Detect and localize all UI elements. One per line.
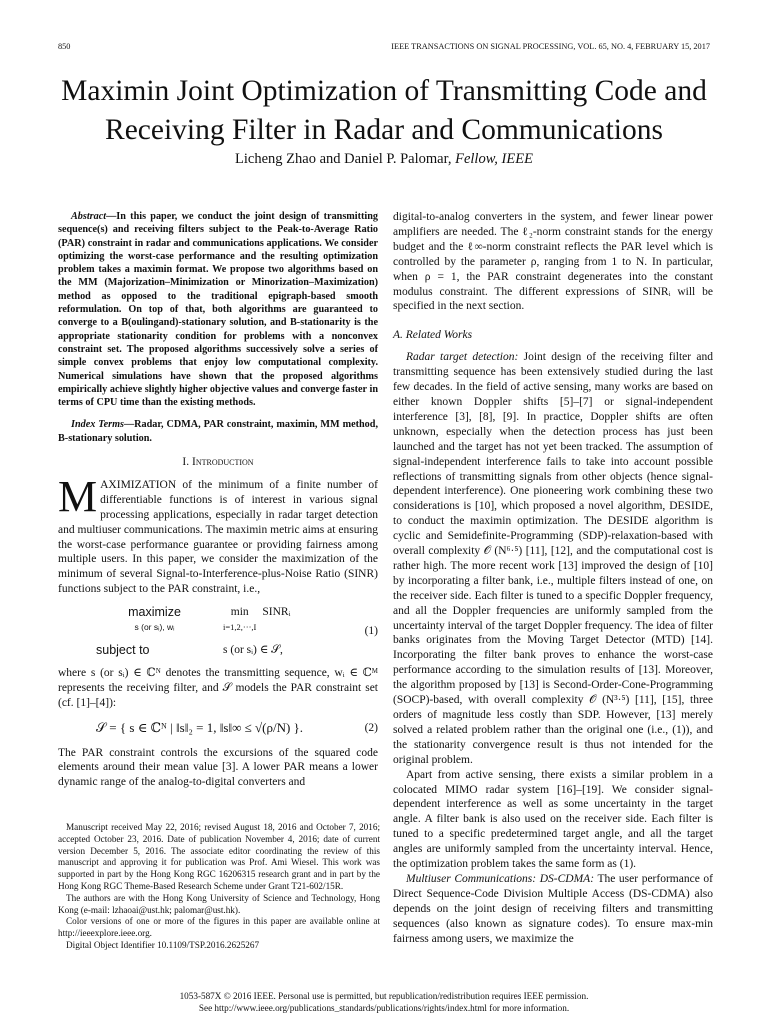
equation-1: [58, 605, 378, 658]
multiuser-paragraph: [393, 872, 713, 947]
multiuser-label: Multiuser Communications: DS-CDMA:: [406, 872, 595, 885]
footnote-authors: The authors are with the Hong Kong University of Science and Technology, Hong Kong (e-mail: lzhaoai@ust.hk; palomar@ust.hk).: [58, 892, 380, 915]
section-heading-intro: I. Introduction: [182, 456, 254, 469]
footnote-doi: Digital Object Identifier 10.1109/TSP.2016.2625267: [66, 939, 260, 950]
index-terms: [58, 418, 378, 445]
radar-text: Joint design of the receiving filter and transmitting sequence has been extensively studied during the last few decades. In the field of active sensing, many works are based on either known Doppler shifts [5]–[7] or signal-independent interference [3], [8], [9]. In practice, Doppler shifts are often unknown, especially when the detection process has just been launched and the target has not yet been tracked. The assumption of signal-independent interference fails to take into account possible reflections of transmitting signals from other objects (hence signal-dependent interference). One pioneering work combining these two considerations is [10], which proposed a novel algorithm, DESIDE, to conduct the maximin optimization. The DESIDE algorithm is cyclic and Semidefinite-Programming (SDP)-relaxation-based with overall complexity 𝒪 (N⁶·⁵) [11], [12], and the computational cost is rather high. The more recent work [13] improved the design of [10] by incorporating a filter bank, i.e., multiple filters instead of one, on the receiver side. Each filter is tuned to a specific Doppler frequency, and all the Doppler frequencies are uniformly sampled from the uncertainty interval of the target Doppler frequency. The idea of filter banks originates from the Moving Target Detector (MTD) [14]. Incorporating the filter bank proves to enhance the worst-case performance according to the simulation results of [13]. Moreover, the algorithm proposed by [13] is Second-Order-Cone-Programming (SOCP)-based, with overall complexity 𝒪 (N³·⁵) [11], [15], three orders of magnitude less costly than SDP. However, [13] merely solved a related problem rather than the original one (i.e., (1)), and the stationarity convergence result is thus not intended for the original problem.: [393, 351, 713, 766]
copyright-line-1: 1053-587X © 2016 IEEE. Personal use is permitted, but republication/redistribution requires IEEE permission.: [179, 991, 589, 1001]
index-terms-label: Index Terms: [71, 419, 124, 431]
abstract-label: Abstract: [71, 211, 107, 222]
right-column: [393, 210, 713, 947]
page-number: 850: [58, 42, 71, 51]
author-grade: Fellow, IEEE: [455, 151, 533, 167]
abstract: [58, 210, 378, 409]
intro-paragraph-2: where s (or sᵢ) ∈ ℂᴺ denotes the transmitting sequence, wᵢ ∈ ℂᴹ represents the receiving filter, and 𝒮 models the PAR constraint set (cf. [1]–[4]):: [58, 666, 378, 709]
eq1-subject-to: subject to: [96, 643, 150, 658]
eq1-objective: min i=1,2,···,I SINRᵢ: [223, 606, 291, 633]
radar-label: Radar target detection:: [406, 351, 519, 364]
authors: [0, 151, 768, 168]
subsection-related-works: A. Related Works: [393, 329, 473, 342]
journal-header: IEEE TRANSACTIONS ON SIGNAL PROCESSING, VOL. 65, NO. 4, FEBRUARY 15, 2017: [391, 42, 710, 51]
abstract-text: —In this paper, we conduct the joint design of transmitting sequence(s) and receiving filters subject to the Peak-to-Average Ratio (PAR) constraint in radar and communications applications. We consider optimizing the worst-case performance and the resulting optimization problem takes a maximin format. We propose two algorithms based on the MM (Majorization–Minimization or Minorization–Maximization) method as opposed to the traditional epigraph-based smooth reformulation. On top of that, both algorithms are guaranteed to converge to a B(oulingand)-stationary solution, and B-stationarity is the appropriate stationarity condition for problems with a nonconvex constraint set. The proposed algorithms successively solve a series of simple convex problems that enjoy low computational complexity. Numerical simulations have shown that the proposed algorithms empirically achieve slightly higher objective values and converge faster in terms of CPU time than the existing methods.: [58, 211, 378, 409]
left-column: [58, 210, 378, 790]
drop-cap: M: [58, 471, 98, 521]
footnote-color: Color versions of one or more of the figures in this paper are available online at http://ieeexplore.ieee.org.: [58, 916, 380, 939]
copyright-line-2: See http://www.ieee.org/publications_standards/publications/rights/index.html for more information.: [198, 1002, 570, 1013]
author-names: Licheng Zhao and Daniel P. Palomar,: [235, 151, 452, 167]
eq1-maximize: maximize s (or sᵢ), wᵢ: [128, 605, 181, 633]
index-terms-text: —Radar, CDMA, PAR constraint, maximin, MM method, B-stationary solution.: [58, 419, 378, 444]
footnote: [58, 822, 380, 952]
footnote-manuscript: Manuscript received May 22, 2016; revised August 18, 2016 and October 7, 2016; accepted October 23, 2016. Date of publication November 4, 2016; date of current version December 5, 2016. The associate editor coordinating the review of this manuscript and approving it for publication was Prof. Ami Wiesel. This work was supported in part by the Hong Kong RGC 16206315 research grant and in part by the Hong Kong RGC Theme-Based Research Scheme under Grant T21-602/15R.: [58, 822, 380, 891]
equation-2: [58, 721, 378, 736]
radar-paragraph: [393, 350, 713, 767]
copyright-notice: [0, 991, 768, 1015]
intro-paragraph-3: The PAR constraint controls the excursions of the squared code elements around their mean value [3]. A lower PAR means a lower dynamic range of the analog-to-digital converters and: [58, 746, 378, 789]
paper-title: Maximin Joint Optimization of Transmitting Code and Receiving Filter in Radar and Communications: [61, 75, 707, 146]
eq1-number: (1): [364, 625, 378, 638]
intro-text-1: AXIMIZATION of the minimum of a finite number of differentiable functions is of interest in various signal processing applications, especially in radar target detection and multiuser communications. The maximin metric aims at ensuring the worst-case performance guarantee or providing fairness among multiple users. In this paper, we consider the maximization of the minimum of several Signal-to-Interference-plus-Noise Ratio (SINR) functions subject to the PAR constraint, i.e.,: [58, 478, 378, 596]
eq1-constraint: s (or sᵢ) ∈ 𝒮,: [223, 644, 283, 657]
eq2-text: 𝒮 = { s ∈ ℂᴺ | ‖s‖₂ = 1, ‖s‖∞ ≤ √(ρ/N) }.: [96, 719, 304, 735]
multiuser-text: The user performance of Direct Sequence-Code Division Multiple Access (DS-CDMA) also depends on the joint design of receiving filters and transmitting sequences (also known as signature codes). To ensure max-min fairness among users, we maximize the: [393, 872, 714, 945]
mimo-paragraph: Apart from active sensing, there exists a similar problem in a colocated MIMO radar system [16]–[19]. We consider signal-dependent interference as well as some uncertainty in the target angle. A filter bank is also used on the receiver side. Each filter is tuned to a specific predetermined target angle, and all the target angles are uniformly sampled from the uncertainty interval. Hence, the optimization problem takes the same form as (1).: [393, 768, 713, 871]
eq2-number: (2): [364, 721, 378, 734]
right-paragraph-1: digital-to-analog converters in the system, and fewer linear power amplifiers are needed. The ℓ₂-norm constraint stands for the energy budget and the ℓ∞-norm constraint reflects the PAR level which is controlled by the parameter ρ, ranging from 1 to N. In particular, when ρ = 1, the PAR constraint degenerates into the constant modulus constraint. The different expressions of SINRᵢ will be specified in the next section.: [393, 211, 713, 313]
intro-paragraph-1: [58, 471, 378, 597]
